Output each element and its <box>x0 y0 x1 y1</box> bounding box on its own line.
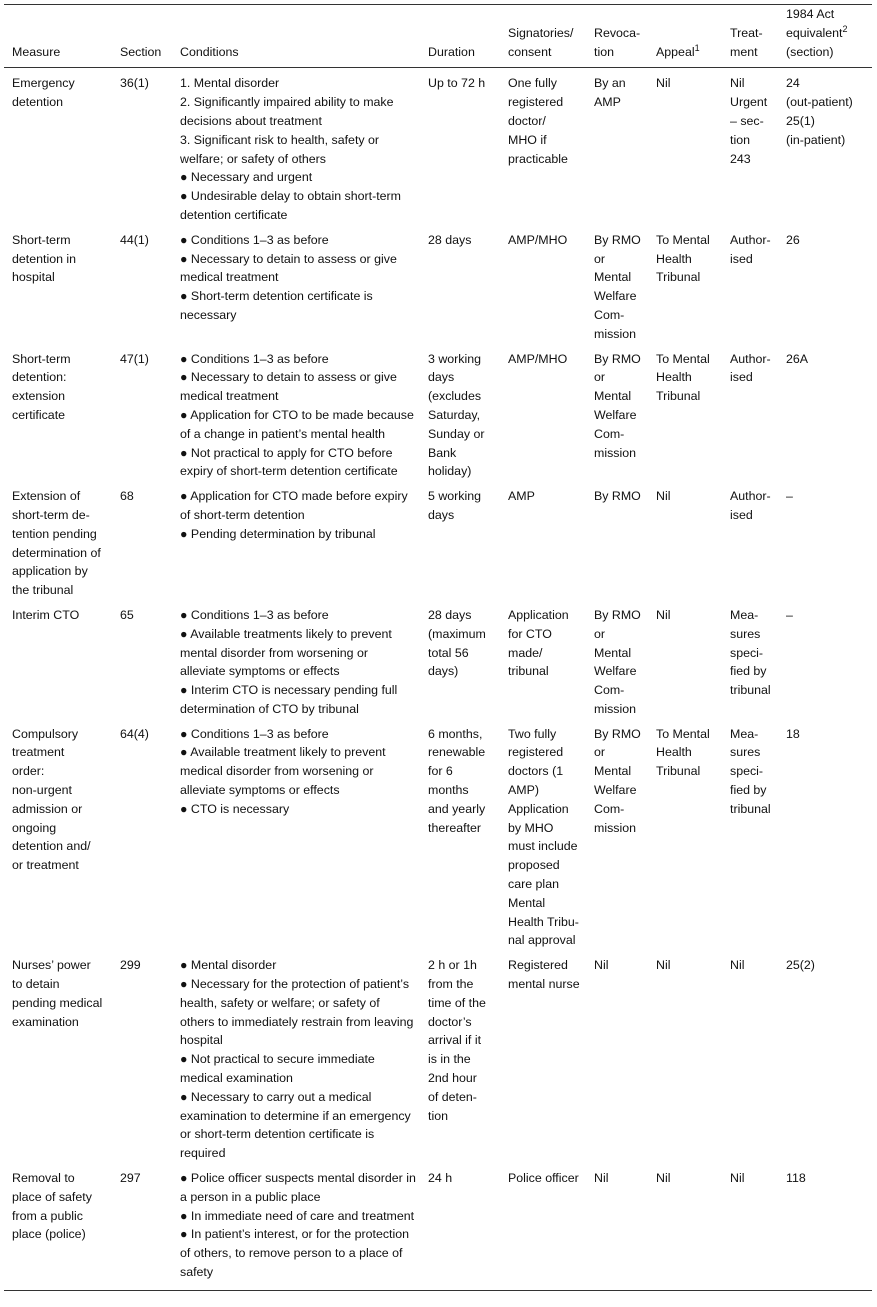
cell-duration: 6 months, renewable for 6 months and yearly thereafter <box>428 726 486 835</box>
condition-item: ● Conditions 1–3 as before <box>180 351 329 366</box>
condition-item: ● Not practical to apply for CTO before expiry of short-term detention certificate <box>180 445 398 479</box>
condition-item: ● Conditions 1–3 as before <box>180 232 329 247</box>
header-1984-act-label: 1984 Act equivalent <box>786 7 843 40</box>
cell-act-1984: 118 <box>786 1171 806 1186</box>
header-1984-act <box>778 5 872 68</box>
cell-duration: 5 working days <box>428 489 482 522</box>
cell-section: 36(1) <box>120 76 149 91</box>
condition-item: ● Not practical to secure immediate medical examination <box>180 1052 375 1086</box>
header-treatment: Treat- ment <box>730 25 763 59</box>
cell-act-1984: – <box>786 489 793 504</box>
table-row <box>4 344 872 482</box>
cell-act-1984: 25(2) <box>786 958 815 973</box>
cell-section: 44(1) <box>120 232 149 247</box>
condition-item: ● Application for CTO made before expiry of short-term detention <box>180 489 408 522</box>
cell-appeal: To Mental Health Tribunal <box>656 726 710 779</box>
cell-measure: Compulsory treatment order: non-urgent admission or ongoing detention and/ or treatment <box>12 726 91 873</box>
cell-conditions <box>172 225 420 344</box>
cell-revocation: By an AMP <box>594 76 626 110</box>
table-row <box>4 600 872 719</box>
condition-item: ● Interim CTO is necessary pending full determination of CTO by tribunal <box>180 683 398 716</box>
cell-measure: Emergency detention <box>12 76 75 110</box>
table-body <box>4 68 872 1290</box>
condition-item: ● Conditions 1–3 as before <box>180 607 329 622</box>
cell-revocation: By RMO or Mental Welfare Com- mission <box>594 726 641 835</box>
cell-duration: 28 days <box>428 232 472 247</box>
cell-duration: 2 h or 1h from the time of the doctor’s arrival if it is in the 2nd hour of deten- tion <box>428 958 486 1123</box>
cell-treatment: Author- ised <box>730 489 771 522</box>
cell-revocation: Nil <box>594 958 609 973</box>
cell-conditions <box>172 600 420 719</box>
cell-duration: Up to 72 h <box>428 76 486 91</box>
header-row <box>4 5 872 68</box>
cell-revocation: Nil <box>594 1171 609 1186</box>
header-1984-act-footnote: 2 <box>842 23 848 34</box>
cell-appeal: To Mental Health Tribunal <box>656 232 710 285</box>
condition-item: ● In immediate need of care and treatment <box>180 1208 415 1223</box>
header-revocation: Revoca- tion <box>594 25 641 59</box>
cell-section: 64(4) <box>120 726 149 741</box>
cell-revocation: By RMO or Mental Welfare Com- mission <box>594 232 641 341</box>
cell-conditions <box>172 1163 420 1290</box>
table-row <box>4 950 872 1163</box>
cell-signatories: Registered mental nurse <box>508 958 580 992</box>
condition-item: ● Necessary for the protection of patient’s health, safety or welfare; or safety of others to immediately restrain from leaving hospital <box>180 977 414 1048</box>
cell-duration: 24 h <box>428 1171 453 1186</box>
table-row <box>4 68 872 225</box>
condition-item: ● Application for CTO to be made because of a change in patient’s mental health <box>180 407 414 441</box>
cell-revocation: By RMO or Mental Welfare Com- mission <box>594 351 641 460</box>
condition-item: ● Pending determination by tribunal <box>180 526 376 541</box>
condition-item: ● Necessary to carry out a medical examination to determine if an emergency or short-term detention certificate is required <box>180 1089 411 1161</box>
cell-signatories: AMP/MHO <box>508 351 568 366</box>
cell-section: 65 <box>120 607 134 622</box>
cell-conditions <box>172 344 420 482</box>
condition-item: ● Available treatments likely to prevent mental disorder from worsening or alleviate symptoms or effects <box>180 626 392 679</box>
cell-treatment: Author- ised <box>730 351 771 385</box>
condition-item: ● Necessary to detain to assess or give medical treatment <box>180 370 397 404</box>
header-measure: Measure <box>12 44 61 59</box>
cell-appeal: Nil <box>656 76 671 91</box>
cell-measure: Extension of short-term de- tention pending determination of application by the tribunal <box>12 489 101 598</box>
cell-treatment: Author- ised <box>730 232 771 266</box>
cell-treatment: Nil <box>730 958 745 973</box>
condition-item: ● Available treatment likely to prevent medical disorder from worsening or alleviate symptoms or effects <box>180 745 386 798</box>
cell-signatories: Application for CTO made/ tribunal <box>508 607 569 679</box>
cell-signatories: AMP/MHO <box>508 232 568 247</box>
cell-measure: Short-term detention: extension certificate <box>12 351 71 422</box>
cell-treatment: Nil <box>730 1171 745 1186</box>
cell-conditions <box>172 481 420 600</box>
cell-measure: Removal to place of safety from a public place (police) <box>12 1171 92 1242</box>
cell-signatories: Two fully registered doctors (1 AMP) Application by MHO must include proposed care plan Mental Health Tribu- nal approval <box>508 726 579 948</box>
table-row <box>4 225 872 344</box>
condition-item: 1. Mental disorder <box>180 76 280 91</box>
cell-appeal: Nil <box>656 489 671 504</box>
cell-act-1984: 18 <box>786 726 800 741</box>
table-row <box>4 481 872 600</box>
header-duration: Duration <box>428 44 475 59</box>
cell-section: 299 <box>120 958 141 973</box>
mental-health-measures-table <box>4 4 872 1291</box>
cell-conditions <box>172 719 420 951</box>
cell-signatories: Police officer <box>508 1171 579 1186</box>
header-conditions: Conditions <box>180 44 239 59</box>
cell-appeal: Nil <box>656 958 671 973</box>
condition-item: ● CTO is necessary <box>180 801 290 816</box>
cell-section: 297 <box>120 1171 141 1186</box>
condition-item: 3. Significant risk to health, safety or welfare; or safety of others <box>180 132 380 166</box>
table-row <box>4 719 872 951</box>
cell-act-1984: 24 (out-patient) 25(1) (in-patient) <box>786 76 853 147</box>
condition-item: ● Necessary and urgent <box>180 170 313 185</box>
cell-measure: Short-term detention in hospital <box>12 232 77 285</box>
header-1984-act-section: (section) <box>786 44 834 59</box>
cell-signatories: AMP <box>508 489 535 504</box>
cell-treatment: Mea- sures speci- fied by tribunal <box>730 607 771 698</box>
cell-treatment: Mea- sures speci- fied by tribunal <box>730 726 771 816</box>
cell-appeal: Nil <box>656 607 671 622</box>
condition-item: ● Police officer suspects mental disorder in a person in a public place <box>180 1171 416 1204</box>
header-signatories: Signatories/ consent <box>508 25 574 59</box>
cell-appeal: Nil <box>656 1171 671 1186</box>
cell-duration: 3 working days (excludes Saturday, Sunday or Bank holiday) <box>428 351 485 479</box>
condition-item: ● Mental disorder <box>180 958 277 973</box>
cell-revocation: By RMO <box>594 489 641 504</box>
header-appeal <box>648 5 722 68</box>
table-row <box>4 1163 872 1290</box>
condition-item: ● Short-term detention certificate is necessary <box>180 289 373 322</box>
condition-item: 2. Significantly impaired ability to make decisions about treatment <box>180 95 394 128</box>
header-appeal-footnote: 1 <box>694 42 700 53</box>
table-header <box>4 5 872 68</box>
cell-act-1984: 26A <box>786 351 809 366</box>
cell-measure: Interim CTO <box>12 607 80 622</box>
header-section: Section <box>120 44 162 59</box>
condition-item: ● In patient’s interest, or for the protection of others, to remove person to a place of safety <box>180 1227 410 1279</box>
cell-act-1984: – <box>786 607 793 622</box>
cell-section: 47(1) <box>120 351 149 366</box>
cell-act-1984: 26 <box>786 232 800 247</box>
cell-revocation: By RMO or Mental Welfare Com- mission <box>594 607 641 716</box>
cell-appeal: To Mental Health Tribunal <box>656 351 710 404</box>
condition-item: ● Conditions 1–3 as before <box>180 726 329 741</box>
cell-conditions <box>172 68 420 225</box>
cell-treatment: Nil Urgent – sec- tion 243 <box>730 76 768 166</box>
cell-measure: Nurses’ power to detain pending medical examination <box>12 958 103 1029</box>
condition-item: ● Undesirable delay to obtain short-term detention certificate <box>180 189 401 222</box>
header-appeal-label: Appeal <box>656 44 695 59</box>
cell-duration: 28 days (maximum total 56 days) <box>428 607 486 679</box>
condition-item: ● Necessary to detain to assess or give medical treatment <box>180 251 397 285</box>
cell-section: 68 <box>120 489 134 504</box>
cell-signatories: One fully registered doctor/ MHO if practicable <box>508 76 568 166</box>
cell-conditions <box>172 950 420 1163</box>
